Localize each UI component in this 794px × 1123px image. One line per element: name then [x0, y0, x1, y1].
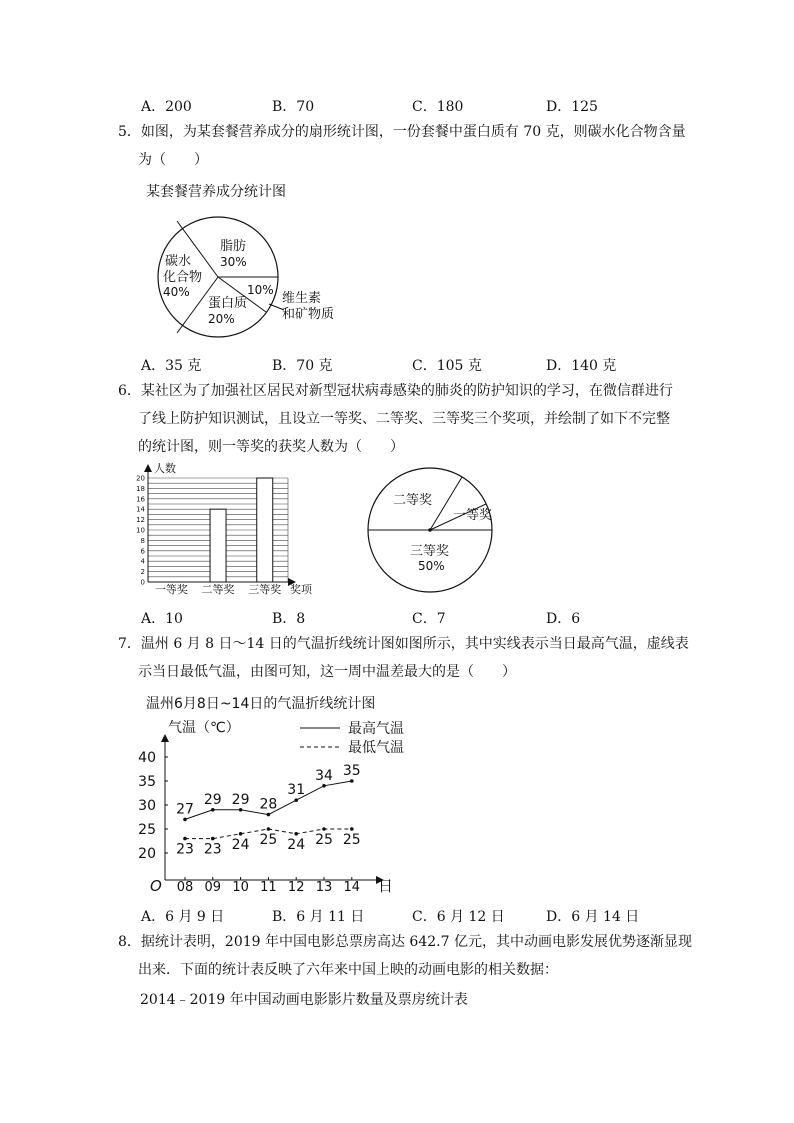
q7-option-a: A．6 月 9 日 [141, 909, 225, 925]
award-pie-label-third: 三等奖 [410, 544, 450, 559]
temp-xtick-label: 13 [315, 880, 333, 895]
bar-chart-categories [155, 582, 281, 596]
q6-option-d: D．6 [546, 611, 581, 627]
q5-chart-title: 某套餐营养成分统计图 [146, 184, 286, 200]
q6-option-c: C．7 [412, 611, 446, 627]
low-temp-label: 25 [342, 832, 361, 848]
low-temp-point [294, 832, 298, 836]
high-temp-label: 28 [259, 796, 278, 813]
q8-text-line2: 出来．下面的统计表反映了六年来中国上映的动画电影的相关数据： [138, 962, 558, 978]
bar-category-label: 三等奖 [248, 583, 282, 596]
low-temp-point [322, 827, 326, 831]
bar-category-label: 一等奖 [154, 583, 188, 596]
low-temp-label: 24 [231, 836, 250, 853]
q8-text-line1: 8．据统计表明，2019 年中国电影总票房高达 642.7 亿元，其中动画电影发展优势逐渐显现 [118, 934, 692, 950]
temp-origin-label: O [150, 877, 162, 895]
low-temp-label: 23 [203, 841, 222, 858]
bar-ytick-label: 14 [136, 505, 145, 514]
temp-xtick-label: 10 [232, 880, 249, 895]
q8-table-title: 2014﹣2019 年中国动画电影影片数量及票房统计表 [140, 992, 468, 1008]
pie-label-fat: 脂肪 [220, 239, 247, 254]
award-pie-chart [360, 468, 500, 608]
q5-option-b: B．70 克 [272, 358, 333, 374]
q7-text-line2: 示当日最低气温，由图可知，这一周中温差最大的是（ ） [138, 664, 516, 680]
low-temp-point [350, 827, 354, 831]
q6-option-b: B．8 [272, 611, 306, 627]
temp-ytick-label: 30 [138, 798, 156, 814]
high-temp-label: 34 [315, 767, 333, 784]
pie-label-carbs-1: 碳水 [165, 254, 192, 269]
low-temp-point [239, 832, 243, 836]
high-temp-label: 29 [203, 791, 222, 808]
temp-ytick-label: 40 [138, 750, 156, 766]
bar-ytick-label: 10 [136, 526, 145, 535]
pie-label-protein: 蛋白质 [208, 296, 248, 311]
pie-label-vitamins-2: 和矿物质 [282, 307, 335, 322]
high-temp-point [239, 808, 243, 812]
temp-y-ticks [138, 750, 168, 862]
temp-ytick-label: 20 [138, 846, 156, 862]
bar-ytick-label: 8 [140, 536, 145, 545]
pie-value-fat: 30% [220, 255, 247, 269]
bar-ytick-label: 0 [140, 578, 145, 587]
high-temp-point [211, 808, 215, 812]
q6-text-line2: 了线上防护知识测试，且设立一等奖、二等奖、三等奖三个奖项，并绘制了如下不完整 [138, 411, 670, 427]
low-temp-point [267, 827, 271, 831]
q7-option-c: C．6 月 12 日 [412, 909, 505, 925]
bar-ytick-label: 4 [140, 557, 145, 566]
legend-low-label: 最低气温 [348, 740, 404, 756]
award-bar-chart [128, 458, 328, 600]
award-pie-center [428, 528, 432, 532]
q5-option-a: A．35 克 [141, 358, 202, 374]
q7-chart-title: 温州6月8日~14日的气温折线统计图 [146, 696, 376, 712]
q5-text-line1: 5．如图，为某套餐营养成分的扇形统计图，一份套餐中蛋白质有 70 克，则碳水化合物含量 [118, 124, 686, 140]
temp-xtick-label: 11 [260, 880, 277, 895]
bar-ytick-label: 16 [136, 495, 145, 504]
q6-option-a: A．10 [141, 611, 183, 627]
high-temp-label: 27 [176, 801, 194, 818]
bar-ytick-label: 20 [136, 474, 145, 483]
low-temp-label: 25 [315, 832, 333, 848]
high-temp-point [350, 779, 354, 783]
temp-y-label: 气温（℃） [168, 720, 240, 736]
temp-series [176, 763, 361, 858]
q6-text-line3: 的统计图，则一等奖的获奖人数为（ ） [138, 439, 404, 455]
temp-x-label: 日 [378, 877, 394, 895]
q4-option-b: B．70 [272, 99, 315, 115]
low-temp-label: 23 [176, 841, 194, 858]
nutrition-pie-chart [140, 210, 360, 340]
q7-text-line1: 7．温州 6 月 8 日～14 日的气温折线统计图如图所示，其中实线表示当日最高气温，虚线表 [118, 636, 689, 652]
temperature-line-chart [140, 712, 410, 897]
bar-chart-yticks [136, 475, 145, 587]
q4-option-c: C．180 [412, 99, 464, 115]
high-temp-label: 35 [342, 763, 361, 779]
temp-xtick-label: 09 [204, 880, 222, 895]
temp-xtick-label: 12 [287, 880, 305, 895]
bar-ytick-label: 18 [136, 484, 145, 493]
high-temp-point [322, 784, 326, 788]
pie-value-protein: 20% [208, 312, 235, 326]
temp-xtick-label: 08 [176, 880, 194, 895]
low-temp-label: 24 [287, 836, 306, 853]
q4-option-a: A．200 [141, 99, 192, 115]
high-temp-point [294, 798, 298, 802]
high-temp-point [183, 818, 187, 822]
temp-xtick-label: 14 [343, 880, 361, 895]
bar-ytick-label: 12 [136, 516, 145, 525]
award-pie-label-second: 二等奖 [393, 493, 433, 508]
bar-y-arrow [144, 464, 152, 472]
bar-2 [210, 509, 226, 582]
high-temp-label: 29 [231, 791, 250, 808]
legend-high-label: 最高气温 [348, 721, 404, 737]
q5-option-d: D．140 克 [546, 358, 617, 374]
bar-ytick-label: 6 [140, 547, 145, 556]
bar-ytick-label: 2 [140, 568, 145, 577]
pie-value-vitamins: 10% [247, 283, 274, 297]
bar-x-label: 奖项 [290, 583, 312, 596]
award-pie-value-third: 50% [418, 559, 445, 573]
q6-text-line1: 6．某社区为了加强社区居民对新型冠状病毒感染的肺炎的防护知识的学习，在微信群进行 [118, 383, 673, 399]
high-temp-label: 31 [287, 782, 306, 799]
temp-ytick-label: 25 [138, 822, 156, 838]
bar-3 [257, 478, 273, 582]
pie-label-carbs-2: 化合物 [163, 270, 203, 285]
low-temp-point [183, 837, 187, 841]
q7-option-b: B．6 月 11 日 [272, 909, 365, 925]
q4-option-d: D．125 [546, 99, 598, 115]
high-temp-point [267, 813, 271, 817]
low-temp-point [211, 837, 215, 841]
low-temp-label: 25 [259, 832, 278, 848]
q7-option-d: D．6 月 14 日 [546, 909, 640, 925]
award-pie-label-first: 一等奖 [453, 508, 493, 523]
temp-ytick-label: 35 [138, 774, 156, 790]
q5-text-line2: 为（ ） [138, 152, 208, 168]
pie-label-vitamins-1: 维生素 [282, 291, 322, 306]
pie-value-carbs: 40% [163, 285, 190, 299]
bar-category-label: 二等奖 [201, 583, 235, 596]
q5-option-c: C．105 克 [412, 358, 482, 374]
bar-y-label: 人数 [154, 462, 176, 475]
